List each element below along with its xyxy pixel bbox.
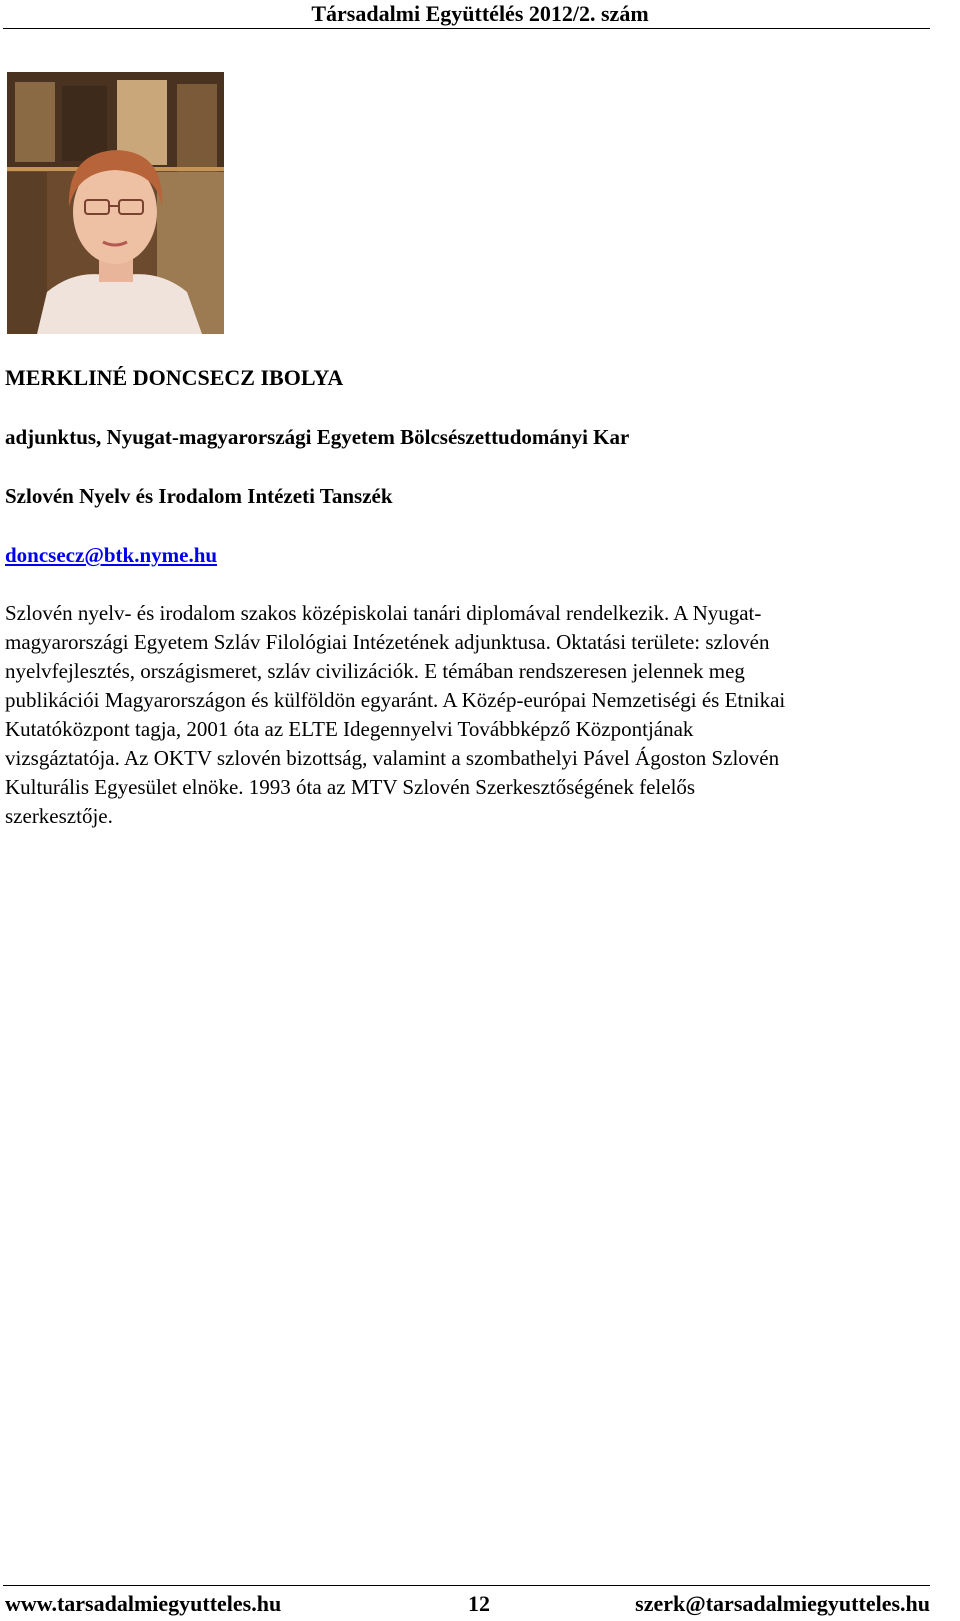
journal-header-title: Társadalmi Együttélés 2012/2. szám [311, 1, 649, 26]
footer-page-number: 12 [468, 1591, 490, 1616]
bio-line: Kulturális Egyesület elnöke. 1993 óta az MTV Szlovén Szerkesztőségének felelős [5, 775, 696, 799]
page-footer [0, 1589, 960, 1619]
bio-line: Kutatóközpont tagja, 2001 óta az ELTE Idegennyelvi Továbbképző Központjának [5, 717, 694, 741]
bio-line: nyelvfejlesztés, országismeret, szláv civilizációk. E témában rendszeresen jelennek meg [5, 659, 745, 683]
bio-line: Szlovén nyelv- és irodalom szakos középiskolai tanári diplomával rendelkezik. A Nyugat- [5, 601, 762, 625]
author-email-link[interactable]: doncsecz@btk.nyme.hu [5, 543, 218, 567]
author-affiliation-department: Szlovén Nyelv és Irodalom Intézeti Tanszék [5, 484, 393, 508]
bio-line: szerkesztője. [5, 804, 113, 828]
header-divider [3, 28, 930, 29]
bio-line: publikációi Magyarországon és külföldön egyaránt. A Közép-európai Nemzetiségi és Etnikai [5, 688, 786, 712]
footer-divider [3, 1585, 930, 1586]
bio-line: magyarországi Egyetem Szláv Filológiai Intézetének adjunktusa. Oktatási területe: szlovén [5, 630, 770, 654]
bio-line: vizsgáztatója. Az OKTV szlovén bizottság, valamint a szombathelyi Pável Ágoston Szlovén [5, 746, 780, 770]
author-affiliation-institution: adjunktus, Nyugat-magyarországi Egyetem Bölcsészettudományi Kar [5, 425, 630, 449]
portrait-photo [7, 72, 224, 334]
footer-email: szerk@tarsadalmiegyutteles.hu [635, 1591, 930, 1616]
author-portrait [7, 72, 224, 334]
footer-website: www.tarsadalmiegyutteles.hu [5, 1591, 282, 1616]
author-name: MERKLINÉ DONCSECZ IBOLYA [5, 365, 344, 390]
author-biography [5, 599, 930, 831]
